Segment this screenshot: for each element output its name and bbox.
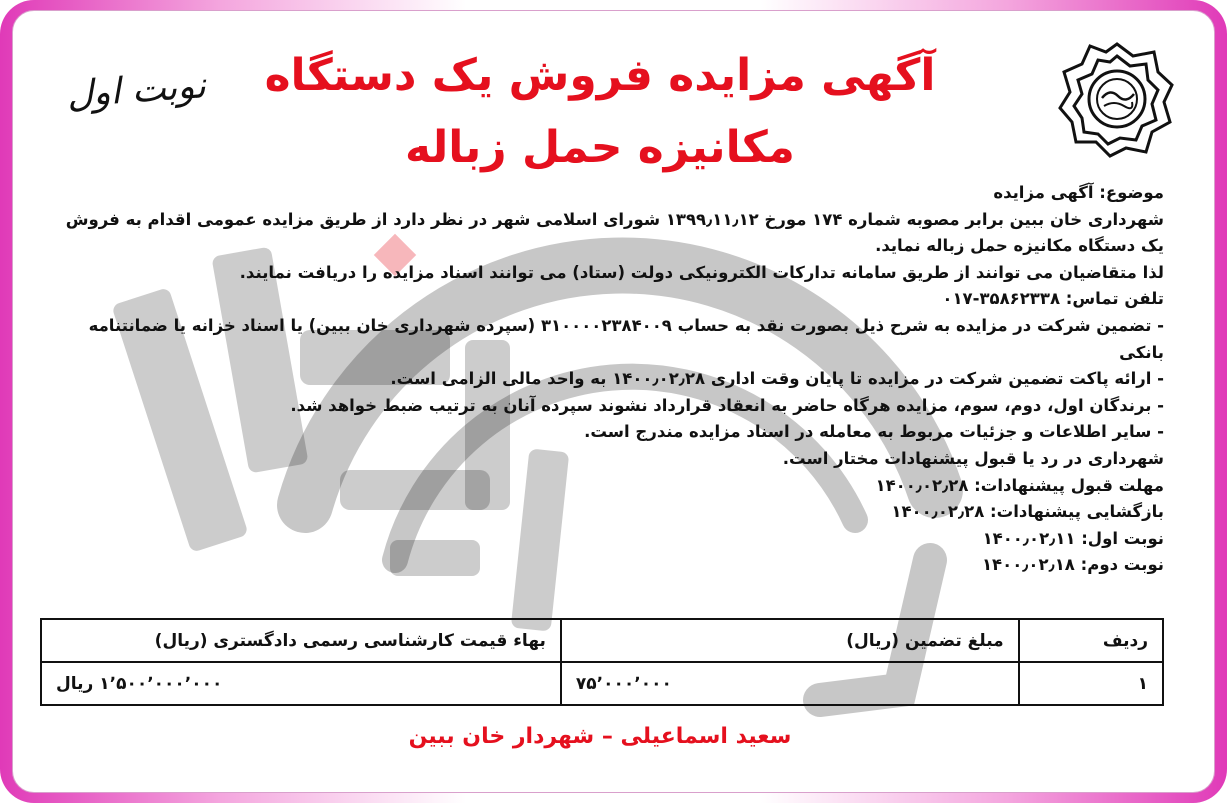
deadline-line: مهلت قبول پیشنهادات: ۱۴۰۰٫۰۲٫۲۸ — [875, 475, 1164, 495]
cell-row-number: ۱ — [1019, 662, 1163, 705]
cell-guarantee: ۷۵٬۰۰۰٬۰۰۰ — [561, 662, 1019, 705]
opening-line: بازگشایی پیشنهادات: ۱۴۰۰٫۰۲٫۲۸ — [891, 502, 1164, 522]
title-line-1: آگهی مزایده فروش یک دستگاه — [264, 50, 936, 101]
table-header-row — [41, 619, 1163, 662]
rights-line: شهرداری در رد یا قبول پیشنهادات مختار است. — [782, 448, 1164, 468]
guarantee-paragraph: - تضمین شرکت در مزایده به شرح ذیل بصورت نقد به حساب ۳۱۰۰۰۰۲۳۸۴۰۰۹ (سپرده شهرداری خان ببین) یا اسناد خزانه یا ضمانتنامه بانکی — [88, 315, 1164, 362]
subject-line: موضوع: آگهی مزایده — [993, 183, 1164, 202]
phone-line: تلفن تماس: ۳۵۸۶۲۳۳۸-۰۱۷ — [942, 289, 1164, 309]
applicants-line: لذا متقاضیان می توانند از طریق سامانه تدارکات الکترونیکی دولت (ستاد) می توانند اسناد مزایده را دریافت نمایند. — [239, 262, 1164, 282]
price-table — [40, 618, 1164, 706]
header-guarantee: مبلغ تضمین (ریال) — [561, 619, 1019, 662]
intro-paragraph: شهرداری خان ببین برابر مصوبه شماره ۱۷۴ مورخ ۱۳۹۹٫۱۱٫۱۲ شورای اسلامی شهر در نظر دارد از طریق مزایده عمومی اقدام به فروش یک دستگاه مکانیزه حمل زباله نماید. — [65, 209, 1164, 256]
other-info-line: - سایر اطلاعات و جزئیات مربوط به معامله در اسناد مزایده مندرج است. — [584, 422, 1164, 442]
header-price: بهاء قیمت کارشناسی رسمی دادگستری (ریال) — [41, 619, 561, 662]
notice-round-label: نوبت اول — [65, 65, 208, 116]
packet-line: - ارائه پاکت تضمین شرکت در مزایده تا پایان وقت اداری ۱۴۰۰٫۰۲٫۲۸ به واحد مالی الزامی است. — [390, 369, 1164, 389]
municipality-seal-icon — [1058, 40, 1176, 158]
cell-price: ۱٬۵۰۰٬۰۰۰٬۰۰۰ ریال — [41, 662, 561, 705]
notice-body — [40, 180, 1164, 579]
first-notice-line: نوبت اول: ۱۴۰۰٫۰۲٫۱۱ — [982, 528, 1164, 548]
second-notice-line: نوبت دوم: ۱۴۰۰٫۰۲٫۱۸ — [981, 555, 1164, 575]
table-row — [41, 662, 1163, 705]
header-row-number: ردیف — [1019, 619, 1163, 662]
title-line-2: مکانیزه حمل زباله — [405, 122, 795, 173]
signature: سعید اسماعیلی – شهردار خان ببین — [408, 724, 792, 749]
page-title — [240, 40, 960, 184]
winners-line: - برندگان اول، دوم، سوم، مزایده هرگاه حاضر به انعقاد قرارداد نشوند سپرده آنان به ترتیب ضبط خواهد شد. — [290, 395, 1164, 415]
